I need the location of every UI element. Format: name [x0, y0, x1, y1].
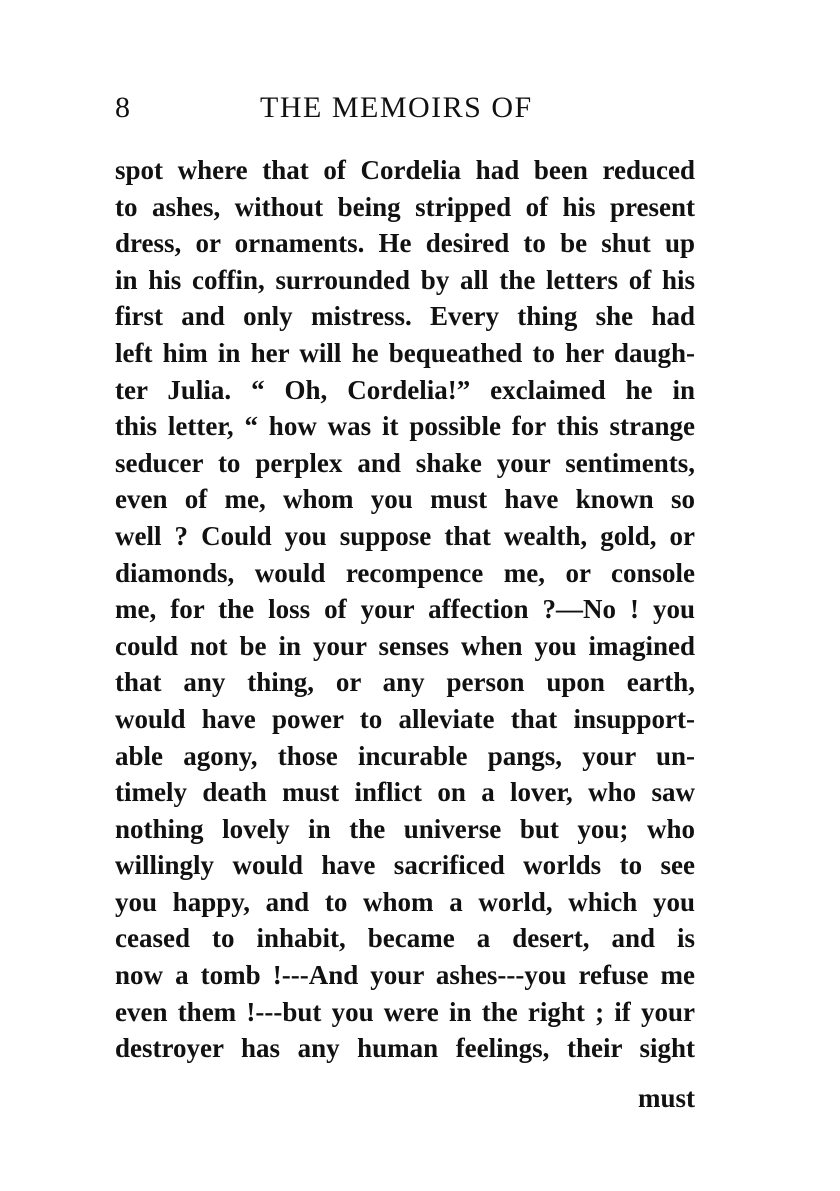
text-line: seducer to perplex and shake your sentiments, [115, 447, 695, 478]
text-line: diamonds, would recompence me, or console [115, 557, 695, 588]
text-line: ceased to inhabit, became a desert, and is [115, 923, 695, 954]
text-line: would have power to alleviate that insupport- [115, 703, 695, 734]
text-line: ter Julia. “ Oh, Cordelia!” exclaimed he in [115, 374, 695, 405]
text-line: in his coffin, surrounded by all the letters of his [115, 264, 695, 295]
running-head [115, 88, 695, 128]
text-line: that any thing, or any person upon earth, [115, 667, 695, 698]
text-line: destroyer has any human feelings, their sight [115, 1033, 695, 1064]
text-line: to ashes, without being stripped of his present [115, 191, 695, 222]
text-line: even them !---but you were in the right ; if your [115, 996, 695, 1027]
text-line: you happy, and to whom a world, which you [115, 886, 695, 917]
body-text [115, 152, 695, 1067]
text-line: able agony, those incurable pangs, your un- [115, 740, 695, 771]
text-line: timely death must inflict on a lover, who saw [115, 777, 695, 808]
text-line: spot where that of Cordelia had been reduced [115, 155, 695, 185]
text-line: this letter, “ how was it possible for this strange [115, 411, 695, 442]
text-line: now a tomb !---And your ashes---you refuse me [115, 960, 695, 991]
text-line: nothing lovely in the universe but you; who [115, 813, 695, 844]
text-line: left him in her will he bequeathed to her daugh- [115, 337, 695, 368]
text-line: well ? Could you suppose that wealth, gold, or [115, 520, 695, 551]
text-line: willingly would have sacrificed worlds to see [115, 850, 695, 881]
text-line: first and only mistress. Every thing she had [115, 301, 695, 332]
text-line: could not be in your senses when you imagined [115, 630, 695, 661]
catchword: must [637, 1083, 695, 1113]
page-number: 8 [115, 91, 130, 124]
running-title: THE MEMOIRS OF [260, 91, 533, 124]
text-line: me, for the loss of your affection ?—No ! you [115, 594, 695, 625]
text-line: dress, or ornaments. He desired to be shut up [115, 228, 695, 259]
text-line: even of me, whom you must have known so [115, 484, 695, 515]
